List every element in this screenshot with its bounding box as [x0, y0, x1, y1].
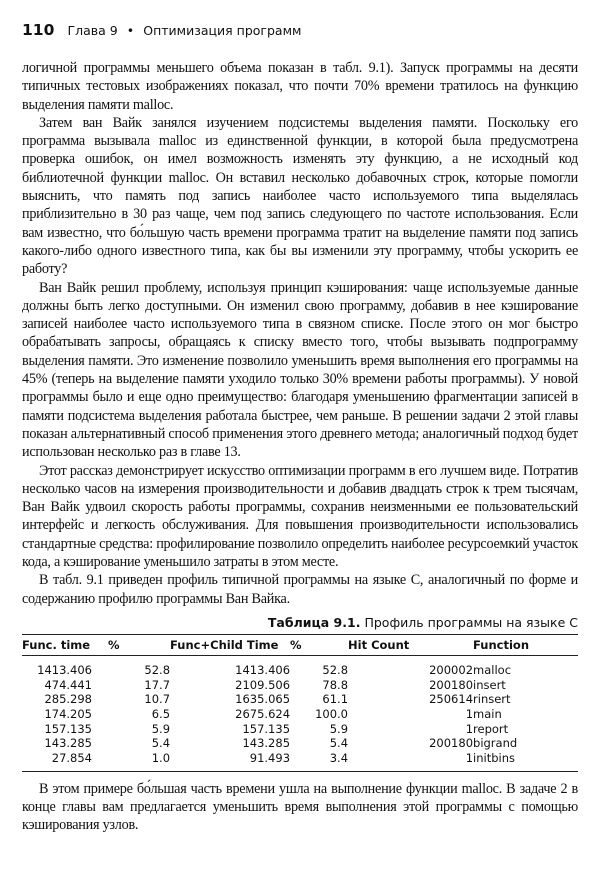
cell-hit-count: 1 [465, 721, 474, 736]
cell-hit-count: 200180 [429, 677, 474, 692]
cell-func-time: 1413.406 [37, 662, 92, 677]
table-caption-label: Таблица 9.1. [267, 614, 361, 630]
table-row [22, 722, 578, 737]
cell-func-time: 285.298 [44, 692, 92, 707]
header-func-child-time: Func+Child Time [170, 634, 290, 655]
cell-hit-count: 1 [465, 707, 474, 722]
header-hit-count: Hit Count [348, 634, 473, 655]
paragraph-after-table: В этом примере бо́льшая часть времени ушла на выполнение функции malloc. В задаче 2 в конце главы вам предлагается уменьшить время выполнения этой программы с помощью кэширования узлов. [22, 780, 578, 834]
cell-percent: 5.9 [151, 721, 171, 736]
table-row [22, 655, 578, 677]
cell-percent-child: 5.9 [329, 721, 349, 736]
table-row [22, 707, 578, 722]
cell-function: malloc [473, 662, 512, 677]
cell-func-child-time: 2675.624 [235, 707, 291, 722]
page-number: 110 [22, 21, 55, 39]
profile-table [22, 634, 578, 772]
cell-func-time: 474.441 [44, 677, 92, 692]
cell-percent-child: 78.8 [322, 677, 349, 692]
table-caption [22, 615, 578, 630]
cell-function: main [473, 707, 502, 722]
cell-func-child-time: 143.285 [242, 736, 291, 751]
header-percent-2: % [290, 634, 348, 655]
cell-func-time: 27.854 [22, 751, 92, 771]
cell-func-time: 143.285 [44, 736, 92, 751]
table-row [22, 692, 578, 707]
cell-func-child-time: 1635.065 [235, 692, 291, 707]
header-percent-1: % [108, 634, 170, 655]
cell-hit-count: 1 [348, 751, 473, 771]
paragraph-1: логичной программы меньшего объема показан в табл. 9.1). Запуск программы на десяти типичных тестовых изображениях показал, что почти 70% времени тратилось на функцию выделения памяти malloc. [22, 60, 578, 113]
cell-percent: 6.5 [151, 707, 171, 722]
cell-func-time: 157.135 [44, 721, 92, 736]
page-body [22, 59, 578, 835]
cell-percent-child: 5.4 [329, 736, 349, 751]
cell-percent: 52.8 [144, 662, 171, 677]
table-caption-text: Профиль программы на языке С [364, 614, 578, 630]
table-row [22, 751, 578, 771]
cell-percent-child: 3.4 [290, 751, 348, 771]
cell-percent: 10.7 [144, 692, 171, 707]
cell-func-child-time: 157.135 [242, 721, 291, 736]
cell-func-child-time: 2109.506 [235, 677, 291, 692]
header-func-time: Func. time [22, 634, 108, 655]
cell-function: bigrand [473, 736, 518, 751]
header-bullet: • [126, 23, 135, 38]
paragraph-5: В табл. 9.1 приведен профиль типичной программы на языке С, аналогичный по форме и содержанию профилю программы Ван Вайка. [22, 572, 578, 607]
cell-hit-count: 250614 [429, 692, 474, 707]
running-header [22, 20, 301, 48]
cell-percent-child: 61.1 [322, 692, 349, 707]
cell-function: insert [473, 677, 506, 692]
chapter-title: Оптимизация программ [143, 23, 302, 38]
cell-percent-child: 52.8 [322, 662, 349, 677]
cell-hit-count: 200002 [429, 662, 474, 677]
cell-function: report [473, 721, 509, 736]
paragraph-2: Затем ван Вайк занялся изучением подсистемы выделения памяти. Поскольку его программа вызывала malloc из единственной функции, в которой была предусмотрена проверка ошибок, он имел возможность изменять эту функцию, а не исходный код библиотечной функции malloc. Он вставил несколько добавочных строк, которые помогли выяснить, что память под запись наиболее часто используемого типа выделялась приблизительно в 30 раз чаще, чем под запись следующего по частоте использования. Если вам известно, что бо́льшую часть времени программа тратит на выделение памяти под запись какого-либо одного известного типа, как бы вы изменили эту программу, чтобы ускорить ее работу? [22, 114, 578, 278]
header-function: Function [473, 634, 578, 655]
cell-percent: 17.7 [144, 677, 171, 692]
table-row [22, 678, 578, 693]
table-row [22, 736, 578, 751]
chapter-label: Глава 9 [67, 23, 118, 38]
cell-func-child-time: 1413.406 [235, 662, 291, 677]
cell-function: rinsert [473, 692, 511, 707]
table-header-row [22, 634, 578, 655]
cell-hit-count: 200180 [429, 736, 474, 751]
cell-percent-child: 100.0 [315, 707, 349, 722]
cell-function: initbins [473, 751, 578, 771]
cell-func-time: 174.205 [44, 707, 92, 722]
cell-percent: 5.4 [151, 736, 171, 751]
cell-percent: 1.0 [108, 751, 170, 771]
paragraph-4: Этот рассказ демонстрирует искусство оптимизации программ в его лучшем виде. Потратив несколько часов на измерения производительности и добавив двадцать строк к трем тысячам, Ван Вайк удвоил скорость работы программы, сохранив неизменными ее пользовательский интерфейс и легкость обслуживания. Для повышения производительности использовались стандартные средства: профилирование позволило определить наиболее ресурсоемкий участок кода, а кэширование уменьшило затраты в этом месте. [22, 462, 578, 571]
cell-func-child-time: 91.493 [170, 751, 290, 771]
paragraph-3: Ван Вайк решил проблему, используя принцип кэширования: чаще используемые данные должны быть легко доступными. Он изменил свою программу, добавив в нее кэширование записей наиболее часто используемого типа в связном списке. После этого он мог быстро обрабатывать запросы, обращаясь к списку вместо того, чтобы вызывать подпрограмму выделения памяти. Это изменение позволило уменьшить время выполнения его программы на 45% (теперь на выделение памяти уходило только 30% времени работы программы). У новой программы было и еще одно преимущество: благодаря уменьшению фрагментации записей в памяти подсистема выделения работала быстрее, чем раньше. В решении задачи 2 этой главы показан альтернативный способ применения этого древнего метода; аналогичный подход будет использован несколько раз в главе 13. [22, 279, 578, 461]
